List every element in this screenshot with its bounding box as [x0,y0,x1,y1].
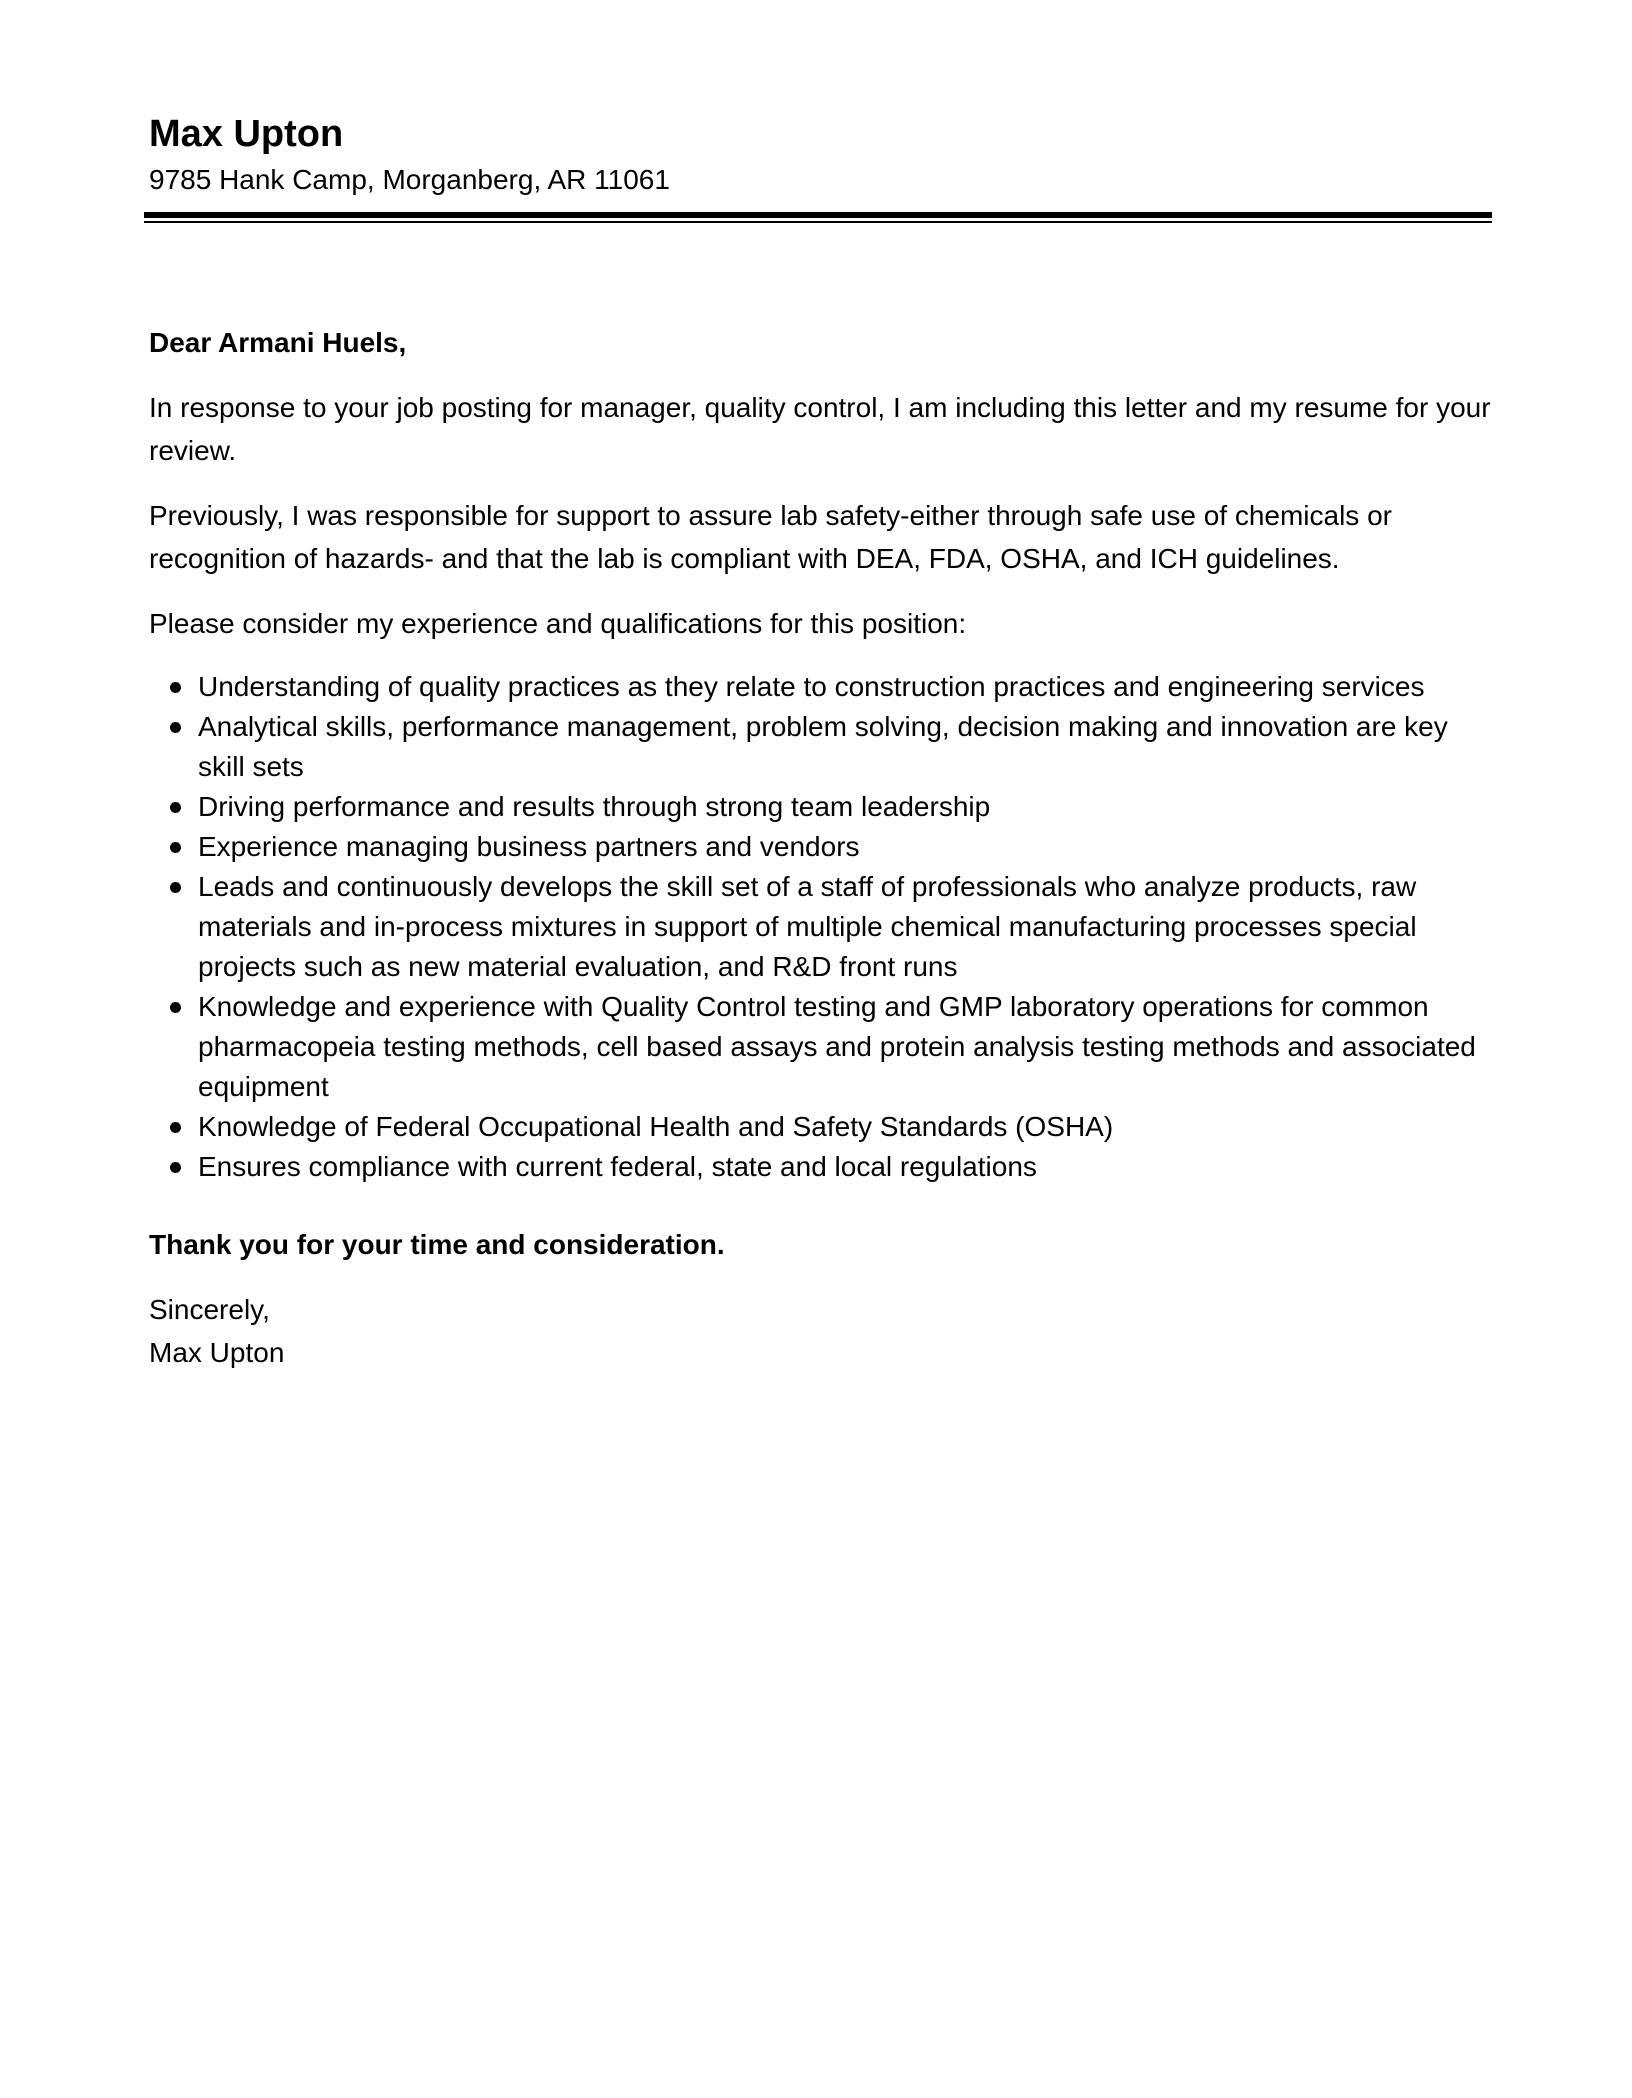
list-item-text: Understanding of quality practices as they relate to construction practices and engineering services [198,671,1425,702]
bullet-icon [170,722,181,733]
thanks-line: Thank you for your time and consideration. [149,1229,725,1260]
bullet-icon [170,1162,181,1173]
signature: Max Upton [149,1337,285,1368]
list-item-text: Knowledge and experience with Quality Control testing and GMP laboratory operations for common pharmacopeia testing methods, cell based assays and protein analysis testing methods and associated equipment [198,991,1476,1102]
list-item-text: Analytical skills, performance management, problem solving, decision making and innovation are key skill sets [198,711,1448,782]
list-item [149,1147,1492,1187]
bullet-icon [170,1002,181,1013]
header-divider-thick [144,212,1492,218]
list-item [149,987,1492,1107]
bullet-icon [170,842,181,853]
list-item [149,827,1492,867]
letter-header [149,108,1492,200]
list-item [149,667,1492,707]
paragraph-consider: Please consider my experience and qualifications for this position: [149,608,967,639]
list-item-text: Ensures compliance with current federal, state and local regulations [198,1151,1037,1182]
list-item-text: Knowledge of Federal Occupational Health and Safety Standards (OSHA) [198,1111,1114,1142]
closing: Sincerely, [149,1294,270,1325]
list-item [149,1107,1492,1147]
bullet-icon [170,682,181,693]
bullet-icon [170,882,181,893]
header-divider [144,212,1492,224]
bullet-icon [170,1122,181,1133]
header-divider-thin [144,221,1492,223]
sender-name: Max Upton [149,113,344,155]
salutation: Dear Armani Huels, [149,327,407,358]
qualifications-list [149,667,1492,1187]
list-item-text: Experience managing business partners and vendors [198,831,860,862]
list-item [149,787,1492,827]
letter-body [149,321,1492,1374]
list-item-text: Leads and continuously develops the skill set of a staff of professionals who analyze products, raw materials and in-process mixtures in support of multiple chemical manufacturing processes special projects such as new material evaluation, and R&D front runs [198,871,1417,982]
bullet-icon [170,802,181,813]
list-item [149,707,1492,787]
list-item [149,867,1492,987]
sender-address: 9785 Hank Camp, Morganberg, AR 11061 [149,164,670,195]
paragraph-intro: In response to your job posting for manager, quality control, I am including this letter and my resume for your review. [149,392,1491,466]
list-item-text: Driving performance and results through strong team leadership [198,791,991,822]
paragraph-previous-role: Previously, I was responsible for support to assure lab safety-either through safe use of chemicals or recognition of hazards- and that the lab is compliant with DEA, FDA, OSHA, and ICH guidelines. [149,500,1392,574]
